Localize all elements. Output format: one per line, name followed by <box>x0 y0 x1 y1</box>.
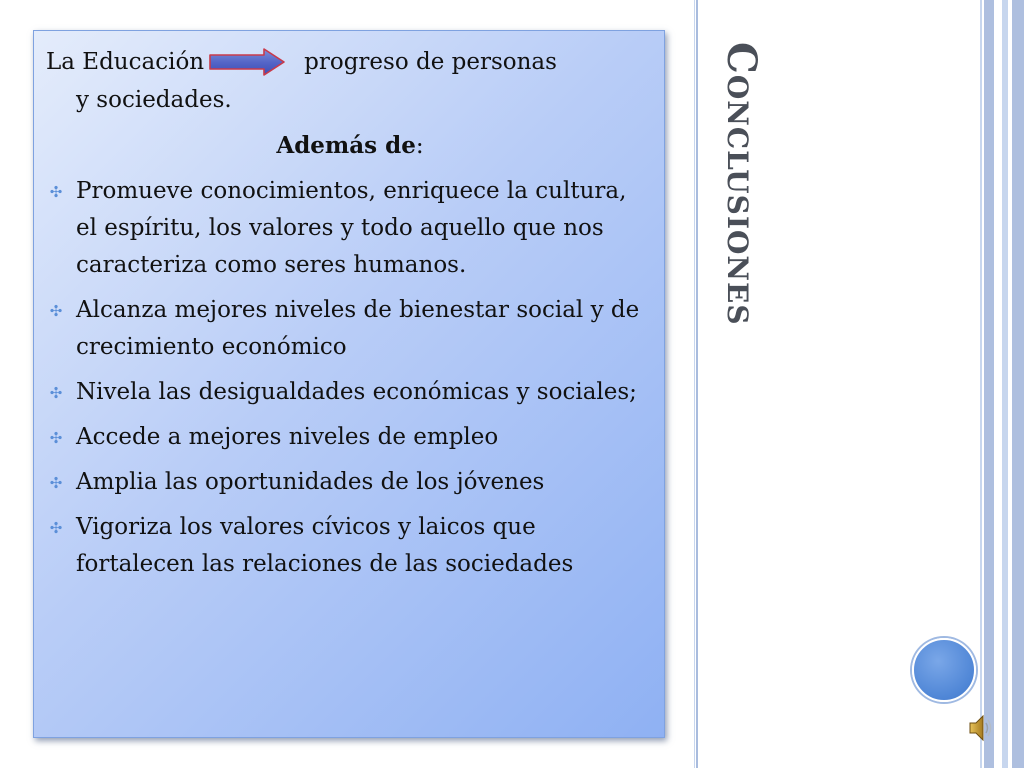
list-item-text: Accede a mejores niveles de empleo <box>76 424 499 450</box>
list-item-text: Promueve conocimientos, enriquece la cultura, el espíritu, los valores y todo aquello que nos caracteriza como seres humanos. <box>76 178 627 278</box>
list-item-text: Alcanza mejores niveles de bienestar social y de crecimiento económico <box>76 297 640 360</box>
speaker-icon[interactable] <box>968 712 994 744</box>
intro-part1: La Educación <box>46 49 205 75</box>
bullet-icon: ✣ <box>49 474 63 492</box>
list-item-text: Vigoriza los valores cívicos y laicos que fortalecen las relaciones de las sociedades <box>76 514 574 577</box>
list-item <box>46 292 654 366</box>
list-item <box>46 464 654 501</box>
subheading-text: Además de <box>276 132 416 159</box>
bullet-icon: ✣ <box>49 519 63 537</box>
right-arrow-icon <box>208 47 286 77</box>
list-item-text: Nivela las desigualdades económicas y sociales; <box>76 379 637 405</box>
intro-statement <box>46 43 654 119</box>
bullet-icon: ✣ <box>49 384 63 402</box>
bullet-icon: ✣ <box>49 302 63 320</box>
decor-circle <box>912 638 976 702</box>
slide-title: Conclusiones <box>718 42 765 326</box>
right-decor-bar <box>978 0 1024 768</box>
divider-rule <box>694 0 698 768</box>
list-item-text: Amplia las oportunidades de los jóvenes <box>76 469 545 495</box>
list-item <box>46 374 654 411</box>
subheading-colon: : <box>415 133 424 159</box>
list-item <box>46 509 654 583</box>
intro-part2: progreso de personas <box>304 49 557 75</box>
list-item <box>46 173 654 284</box>
content-box <box>33 30 665 738</box>
subheading <box>46 127 654 165</box>
bullet-icon: ✣ <box>49 183 63 201</box>
bullet-icon: ✣ <box>49 429 63 447</box>
bullet-list <box>46 173 654 583</box>
intro-part3: y sociedades. <box>76 87 232 113</box>
list-item <box>46 419 654 456</box>
